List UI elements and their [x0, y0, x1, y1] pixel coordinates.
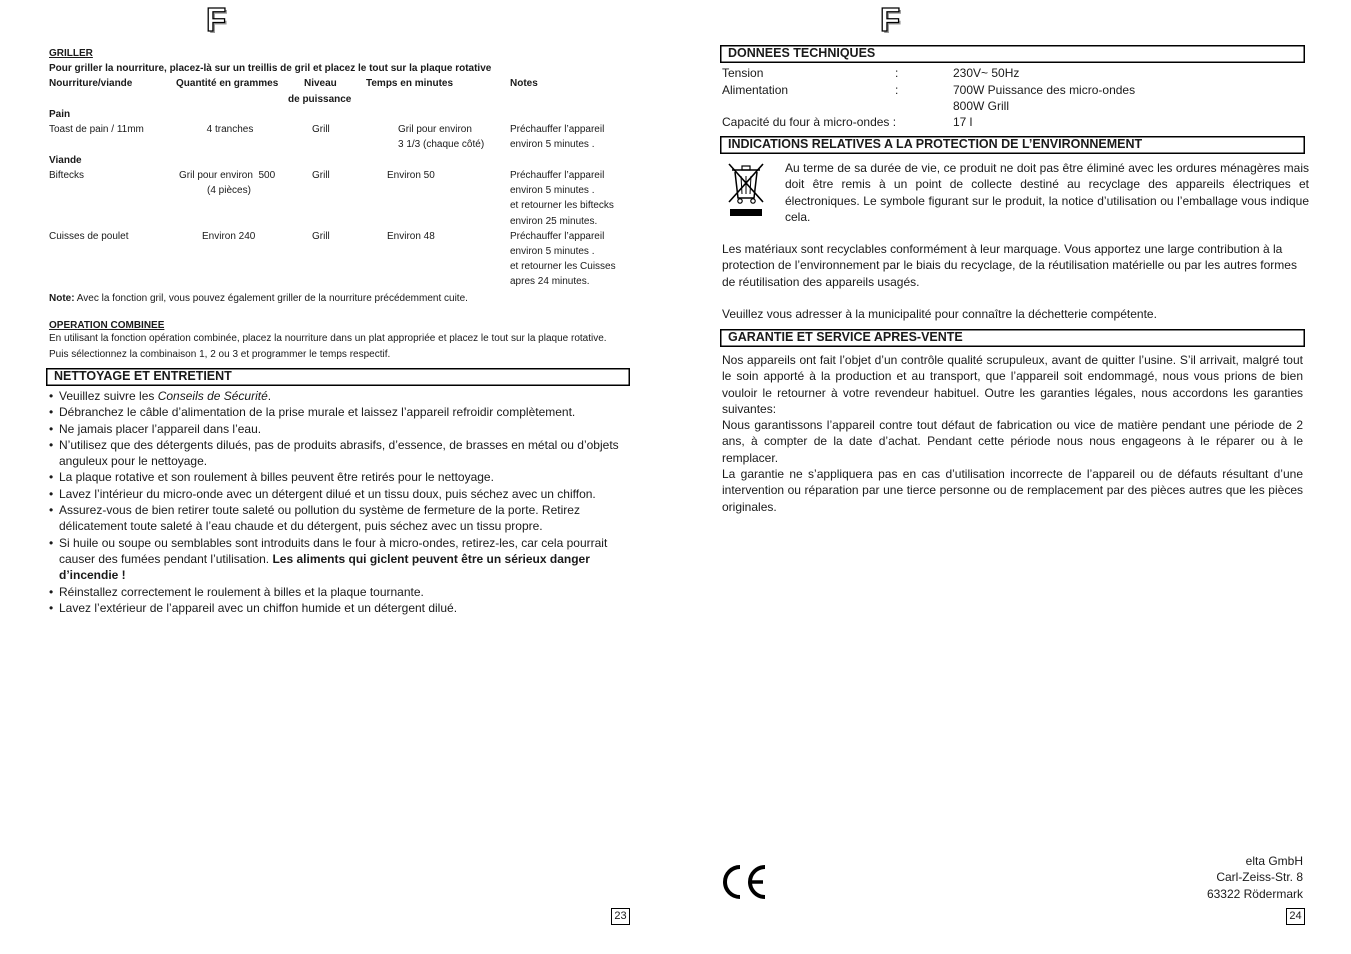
note-label: Note: — [49, 293, 75, 304]
address — [1100, 853, 1303, 902]
list-item: • N’utilisez que des détergents dilués, pas de produits abrasifs, d’essence, de brasses en métal ou d’objets anguleux pour le nettoyage. — [49, 437, 629, 470]
cell-qty: (4 pièces) — [207, 185, 251, 196]
ce-mark-icon — [721, 864, 769, 900]
cell-notes: et retourner les Cuisses — [510, 261, 616, 272]
alim-value2: 800W Grill — [953, 99, 1010, 113]
alim-label: Alimentation — [722, 83, 789, 97]
cell-notes: environ 5 minutes . — [510, 246, 595, 257]
cell-notes: environ 5 minutes . — [510, 139, 595, 150]
section-header-env — [720, 136, 1305, 154]
cell-time: Environ 48 — [387, 231, 435, 242]
page-letter-right: F — [880, 1, 901, 38]
garantie-text — [722, 352, 1303, 515]
griller-note — [49, 291, 468, 306]
alim-value1: 700W Puissance des micro-ondes — [953, 83, 1136, 97]
address-line-1: elta GmbH — [1245, 854, 1303, 868]
section-header-garantie — [720, 329, 1305, 347]
garantie-paragraph-1: Nos appareils ont fait l’objet d’un contrôle qualité scrupuleux, avant de quitter l’usine. S’il arrivait, malgré tout le soin apporté à la production et au transport, que l’appareil soit endommagé, nous vous prions de bien vouloir le retourner à votre revendeur habituel. Outre les garanties légales, nous accordons les garanties suivantes: — [722, 353, 1303, 416]
garantie-paragraph-3: La garantie ne s’appliquera pas en cas d’utilisation incorrecte de l’appareil ou de défauts résultant d’une intervention ou réparation par une tierce personne ou de remplacement par des pièces autres que les pièces originales. — [722, 467, 1303, 514]
cell-notes: Préchauffer l’appareil — [510, 170, 605, 181]
cell-level: Grill — [312, 231, 330, 242]
section-header-tech — [720, 45, 1305, 63]
header-food: Nourriture/viande — [49, 78, 133, 89]
category-pain: Pain — [49, 109, 71, 120]
header-level-2: de puissance — [288, 94, 352, 105]
tension-label: Tension — [722, 66, 764, 80]
note-text: Avec la fonction gril, vous pouvez également griller de la nourriture précédemment cuite. — [74, 293, 468, 304]
cell-notes: environ 25 minutes. — [510, 216, 598, 227]
cell-food: Cuisses de poulet — [49, 231, 129, 242]
header-level: Niveau — [304, 78, 337, 89]
combinee-line1: En utilisant la fonction opération combinée, placez la nourriture dans un plat appropriée et placez le tout sur la plaque rotative. — [49, 333, 607, 344]
cell-level: Grill — [312, 170, 330, 181]
page-letter-left: F — [206, 1, 227, 38]
env-paragraph-2: Les matériaux sont recyclables conformément à leur marquage. Vous apportez une large contribution à la protection de l’environnement par le biais du recyclage, de la réutilisation matérielle ou par les autres formes de réutilisation des appareils usagés. — [722, 242, 1297, 289]
section-header-nettoyage — [46, 368, 630, 386]
list-item: • Lavez l’intérieur du micro-onde avec un détergent dilué et un tissu doux, puis séchez avec un chiffon. — [49, 486, 629, 502]
list-item: • Réinstallez correctement le roulement à billes et la plaque tournante. — [49, 584, 629, 600]
header-qty: Quantité en grammes — [176, 78, 279, 89]
cell-food: Toast de pain / 11mm — [49, 124, 144, 135]
cell-notes: apres 24 minutes. — [510, 276, 590, 287]
combinee-title: OPERATION COMBINEE — [49, 320, 165, 331]
list-item: • La plaque rotative et son roulement à billes peuvent être retirés pour le nettoyage. — [49, 469, 629, 485]
nettoyage-list — [49, 388, 629, 616]
weee-bin-icon — [726, 158, 766, 218]
env-paragraph-1: Au terme de sa durée de vie, ce produit ne doit pas être éliminé avec les ordures ménagères mais doit être remis à un point de collecte destiné au recyclage des appareils électriques et électroniques. Le symbole figurant sur le produit, la notice d’utilisation ou l’emballage vous indique cela. — [785, 161, 1309, 224]
combinee-line2: Puis sélectionnez la combinaison 1, 2 ou 3 et programmer le temps respectif. — [49, 349, 391, 360]
tension-colon: : — [895, 66, 899, 80]
cell-notes: et retourner les biftecks — [510, 200, 614, 211]
cell-time: 3 1/3 (chaque côté) — [398, 139, 485, 150]
cell-food: Biftecks — [49, 170, 85, 181]
alim-colon: : — [895, 83, 899, 97]
list-item: • Débranchez le câble d’alimentation de la prise murale et laissez l’appareil refroidir complètement. — [49, 404, 629, 420]
cell-level: Grill — [312, 124, 330, 135]
page-number-right: 24 — [1286, 908, 1305, 925]
garantie-paragraph-2: Nous garantissons l’appareil contre tout défaut de fabrication ou vice de matière pendant une période de 2 ans, à compter de la date d’achat. Pendant cette période nous nous engageons à le réparer ou à le remplacer. — [722, 418, 1303, 465]
env-title: INDICATIONS RELATIVES A LA PROTECTION DE L’ENVIRONNEMENT — [728, 137, 1143, 151]
list-item: • Assurez-vous de bien retirer toute saleté ou pollution du système de fermeture de la porte. Retirez délicatement toute saleté à l’eau chaude et du détergent, puis séchez avec un tissu propre. — [49, 502, 629, 535]
garantie-title: GARANTIE ET SERVICE APRES-VENTE — [728, 330, 963, 344]
address-line-3: 63322 Rödermark — [1206, 886, 1303, 901]
nettoyage-title: NETTOYAGE ET ENTRETIENT — [54, 369, 232, 383]
griller-intro: Pour griller la nourriture, placez-là sur un treillis de gril et placez le tout sur la plaque rotative — [49, 63, 492, 74]
cell-qty: Environ 240 — [202, 231, 256, 242]
page-number-left: 23 — [611, 908, 630, 925]
cell-notes: Préchauffer l’appareil — [510, 231, 605, 242]
tech-title: DONNEES TECHNIQUES — [728, 46, 876, 60]
cell-qty: 4 tranches — [206, 124, 254, 135]
header-time: Temps en minutes — [366, 78, 454, 89]
list-item: • Veuillez suivre les Conseils de Sécurité. — [49, 388, 629, 404]
cell-time: Gril pour environ — [398, 124, 472, 135]
list-item: • Si huile ou soupe ou semblables sont introduits dans le four à micro-ondes, retirez-les, car cela pourrait causer des fumées pendant l’utilisation. Les aliments qui giclent peuvent être un sérieux danger d’incendie ! — [49, 535, 629, 584]
env-paragraph-3: Veuillez vous adresser à la municipalité pour connaître la déchetterie compétente. — [722, 307, 1157, 321]
capacity-value: 17 l — [953, 115, 973, 129]
cell-notes: environ 5 minutes . — [510, 185, 595, 196]
list-item: • Lavez l’extérieur de l’appareil avec un chiffon humide et un détergent dilué. — [49, 600, 629, 616]
cell-qty: Gril pour environ 500 — [179, 170, 276, 181]
address-line-2: Carl-Zeiss-Str. 8 — [1216, 870, 1303, 885]
category-viande: Viande — [49, 155, 82, 166]
header-notes: Notes — [510, 78, 538, 89]
tension-value: 230V~ 50Hz — [953, 66, 1020, 80]
cell-notes: Préchauffer l’appareil — [510, 124, 605, 135]
cell-time: Environ 50 — [387, 170, 435, 181]
list-item: • Ne jamais placer l’appareil dans l’eau. — [49, 421, 629, 437]
capacity-label: Capacité du four à micro-ondes : — [722, 115, 897, 129]
griller-title: GRILLER — [49, 48, 93, 59]
